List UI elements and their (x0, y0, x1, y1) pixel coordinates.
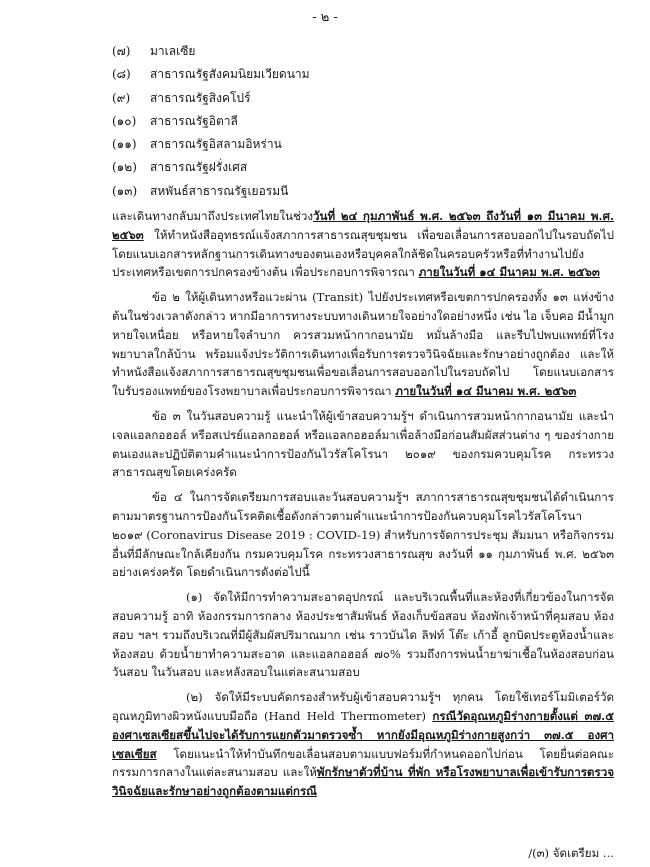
list-item-number: (๑๐) (112, 113, 137, 128)
page-number: - ๒ - (312, 10, 338, 25)
quarantine-rule-bold: พักรักษาตัวที่บ้าน ที่พัก หรือโรงพยาบาลเพื่อเข้ารับการตรวจวินิจฉัยและรักษาอย่างถูกต้องตามแต่กรณี (112, 765, 614, 799)
list-item-label: สหพันธ์สาธารณรัฐเยอรมนี (150, 183, 289, 198)
list-item (112, 133, 310, 156)
list-item (112, 87, 310, 110)
text-run: ให้ทำหนังสืออุทธรณ์แจ้งสภาการสาธารณสุขชุมชน เพื่อขอเลื่อนการสอบออกไปในรอบถัดไป โดยแนบเอกสารหลักฐานการเดินทางของตนเองหรือบุคคลใกล้ชิดในครอบครัวหรือที่ทำงานไปยังประเทศหรือเขตการปกครองข้างต้น เพื่อประกอบการพิจารณา (112, 227, 614, 280)
list-item (112, 156, 310, 179)
deadline-bold: ภายในวันที่ ๑๔ มีนาคม พ.ศ. ๒๕๖๓ (418, 265, 600, 280)
document-body (112, 207, 614, 807)
list-item-number: (๑๑) (112, 137, 137, 152)
list-item (112, 63, 310, 86)
list-item-label: สาธารณรัฐสิงคโปร์ (150, 90, 251, 105)
list-item-label: สาธารณรัฐอิตาลี (150, 113, 238, 128)
paragraph-subclause-1: (๑) จัดให้มีการทำความสะอาดอุปกรณ์ และบริเวณพื้นที่และห้องที่เกี่ยวข้องในการจัดสอบความรู้ อาทิ ห้องกรรมการกลาง ห้องประชาสัมพันธ์ ห้องเก็บข้อสอบ ห้องพักเจ้าหน้าที่คุมสอบ ห้องสอบ ฯลฯ รวมถึงบริเวณที่มีผู้สัมผัสปริมาณมาก เช่น ราวบันได ลิฟท์ โต๊ะ เก้าอี้ ลูกบิดประตูห้องน้ำและห้องสอบ ด้วยน้ำยาทำความสะอาด และแอลกอฮอล์ ๗๐% รวมถึงการพ่นน้ำยาฆ่าเชื้อในห้องสอบก่อนวันสอบ ในวันสอบ และหลังสอบในแต่ละสนามสอบ (112, 590, 614, 680)
paragraph-clause-4: ข้อ ๔ ในการจัดเตรียมการสอบและวันสอบความรู้ฯ สภาการสาธารณสุขชุมชนได้ดำเนินการตามมาตรฐานการป้องกันโรคติดเชื้อดังกล่าวตามคำแนะนำการป้องกันควบคุมโรคไวรัสโคโรนา ๒๐๑๙ (Coronavirus Disease 2019 : COVID-19) สำหรับการจัดการประชุม สัมมนา หรือกิจกรรมอื่นที่มีลักษณะใกล้เคียงกัน กรมควบคุมโรค กระทรวงสาธารณสุข ลงวันที่ ๑๑ กุมภาพันธ์ พ.ศ. ๒๕๖๓ อย่างเคร่งครัด โดยดำเนินการดังต่อไปนี้ (112, 490, 614, 580)
list-item-label: มาเลเซีย (150, 44, 196, 58)
list-item-number: (๑๓) (112, 183, 138, 198)
text-run: ข้อ ๒ ให้ผู้เดินทางหรือแวะผ่าน (Transit) ไปยังประเทศหรือเขตการปกครองทั้ง ๑๓ แห่งข้างต้นในช่วงเวลาดังกล่าว หากมีอาการทางระบบทางเดินหายใจอย่างใดอย่างหนึ่ง เช่น ไอ เจ็บคอ มีน้ำมูก หายใจเหนื่อย หรือหายใจลำบาก ควรสวมหน้ากากอนามัย หมั่นล้างมือ และรีบไปพบแพทย์ที่โรงพยาบาลใกล้บ้าน พร้อมแจ้งประวัติการเดินทางเพื่อรับการตรวจวินิจฉัยและรักษาอย่างถูกต้อง และให้ทำหนังสือแจ้งสภาการสาธารณสุขชุมชนเพื่อขอเลื่อนการสอบออกไปในรอบถัดไป โดยแนบเอกสารใบรับรองแพทย์ของโรงพยาบาลเพื่อประกอบการพิจารณา (112, 290, 614, 399)
temperature-rule-bold: กรณีวัดอุณหภูมิร่างกายตั้งแต่ ๓๗.๕ องศาเซลเซียสขึ้นไปจะได้รับการแยกตัวมาตรวจซ้ำ หากยังมีอุณหภูมิร่างกายสูงกว่า ๓๗.๕ องศาเซลเซียส (112, 708, 614, 761)
country-list (112, 40, 310, 203)
list-item-label: สาธารณรัฐอิสลามอิหร่าน (150, 137, 282, 152)
list-item-number: (๗) (112, 44, 131, 58)
text-run: (๒) จัดให้มีระบบคัดกรองสำหรับผู้เข้าสอบความรู้ฯ ทุกคน โดยใช้เทอร์โมมิเตอร์วัดอุณหภูมิทางผิวหนังแบบมือถือ (Hand Held Thermometer) (112, 690, 614, 723)
list-item-label: สาธารณรัฐฝรั่งเศส (150, 160, 248, 175)
paragraph-travel-return (112, 207, 614, 282)
date-range-bold: วันที่ ๒๔ กุมภาพันธ์ พ.ศ. ๒๕๖๓ ถึงวันที่ ๑๓ มีนาคม พ.ศ. ๒๕๖๓ (112, 209, 614, 242)
list-item (112, 40, 310, 63)
list-item-label: สาธารณรัฐสังคมนิยมเวียดนาม (150, 67, 310, 82)
list-item (112, 180, 310, 203)
paragraph-clause-2 (112, 288, 614, 401)
paragraph-clause-3: ข้อ ๓ ในวันสอบความรู้ แนะนำให้ผู้เข้าสอบความรู้ฯ ดำเนินการสวมหน้ากากอนามัย และนำเจลแอลกอฮอล์ หรือสเปรย์แอลกอฮอล์ หรือแอลกอฮอล์มาเพื่อล้างมือก่อนสัมผัสส่วนต่าง ๆ ของร่างกายตนเองและปฏิบัติตามคำแนะนำการป้องกันไวรัสโคโรนา ๒๐๑๙ ของกรมควบคุมโรค กระทรวงสาธารณสุขโดยเคร่งครัด (112, 408, 614, 480)
text-run: โดยแนะนำให้ทำบันทึกขอเลื่อนสอบตามแบบฟอร์มที่กำหนดออกไปก่อน โดยยื่นต่อคณะกรรมการกลางในแต่ละสนามสอบ และให้ (112, 746, 614, 780)
list-item-number: (๙) (112, 90, 131, 105)
paragraph-subclause-2 (112, 688, 614, 801)
list-item (112, 110, 310, 133)
continuation-note: /(๓) จัดเตรียม ... (528, 846, 614, 860)
list-item-number: (๑๒) (112, 160, 137, 175)
deadline-bold: ภายในวันที่ ๑๔ มีนาคม พ.ศ. ๒๕๖๓ (395, 384, 577, 399)
text-run: และเดินทางกลับมาถึงประเทศไทยในช่วง (112, 209, 314, 223)
list-item-number: (๘) (112, 67, 131, 82)
